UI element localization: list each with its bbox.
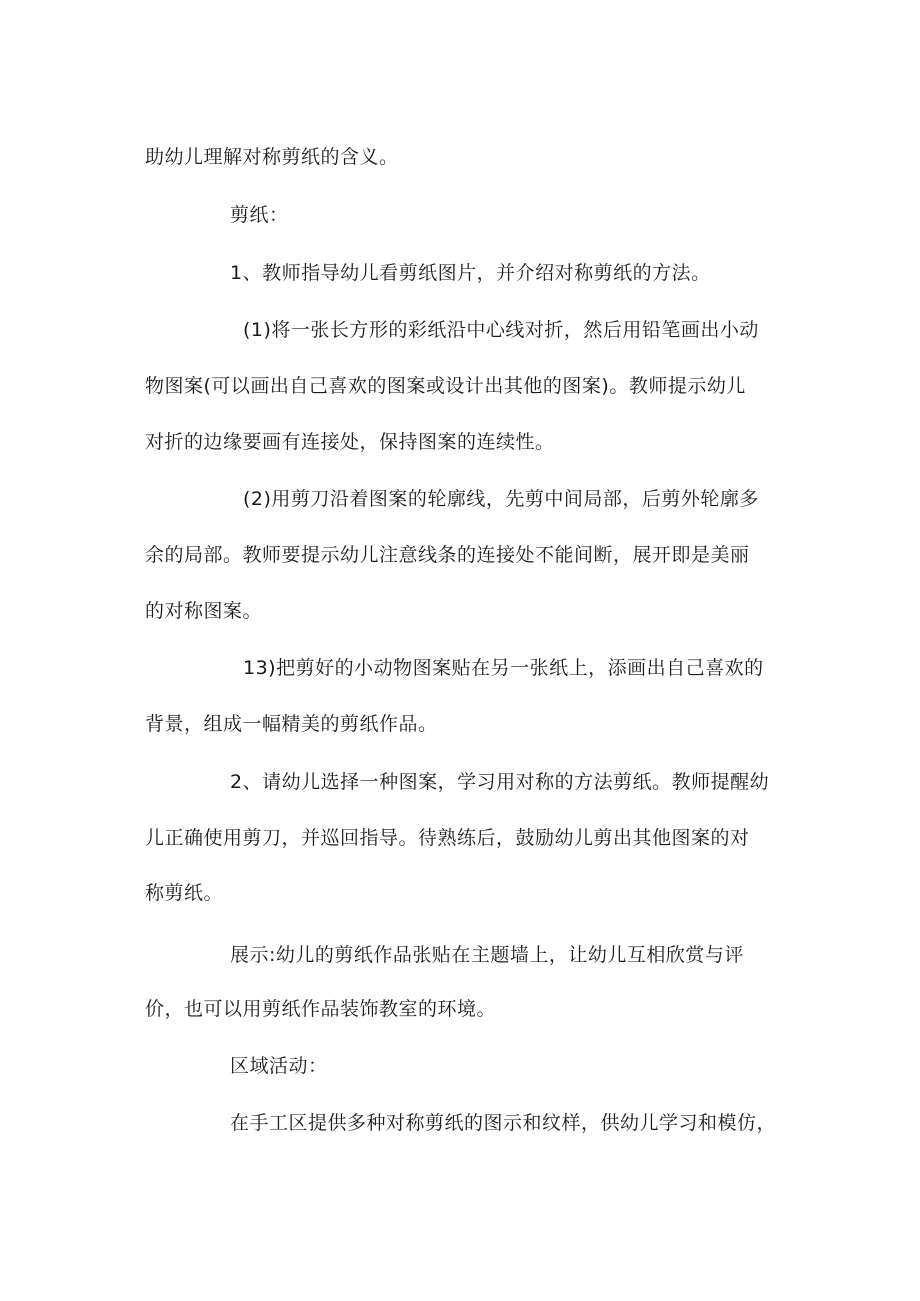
text-line: 物图案(可以画出自己喜欢的图案或设计出其他的图案)。教师提示幼儿 bbox=[145, 375, 746, 397]
text-line: (1)将一张长方形的彩纸沿中心线对折，然后用铅笔画出小动 bbox=[243, 319, 759, 341]
text-line: 展示:幼儿的剪纸作品张贴在主题墙上，让幼儿互相欣赏与评 bbox=[230, 944, 744, 966]
text-line: 背景，组成一幅精美的剪纸作品。 bbox=[145, 713, 438, 735]
text-line: 余的局部。教师要提示幼儿注意线条的连接处不能间断，展开即是美丽 bbox=[145, 544, 750, 566]
text-line: 的对称图案。 bbox=[145, 600, 263, 622]
section-heading: 区域活动： bbox=[230, 1055, 328, 1077]
text-line: 对折的边缘要画有连接处，保持图案的连续性。 bbox=[145, 431, 555, 453]
text-line: 1、教师指导幼儿看剪纸图片，并介绍对称剪纸的方法。 bbox=[230, 262, 711, 284]
text-line: 在手工区提供多种对称剪纸的图示和纹样，供幼儿学习和模仿， bbox=[230, 1112, 777, 1134]
text-line: 儿正确使用剪刀，并巡回指导。待熟练后，鼓励幼儿剪出其他图案的对 bbox=[145, 827, 750, 849]
text-line: 助幼儿理解对称剪纸的含义。 bbox=[145, 146, 399, 168]
text-line: 称剪纸。 bbox=[145, 882, 224, 904]
text-line: 13)把剪好的小动物图案贴在另一张纸上，添画出自己喜欢的 bbox=[243, 657, 764, 679]
text-line: (2)用剪刀沿着图案的轮廓线，先剪中间局部，后剪外轮廓多 bbox=[243, 488, 759, 510]
section-heading: 剪纸： bbox=[230, 204, 289, 226]
text-line: 价，也可以用剪纸作品装饰教室的环境。 bbox=[145, 998, 497, 1020]
text-line: 2、请幼儿选择一种图案，学习用对称的方法剪纸。教师提醒幼 bbox=[230, 771, 770, 793]
